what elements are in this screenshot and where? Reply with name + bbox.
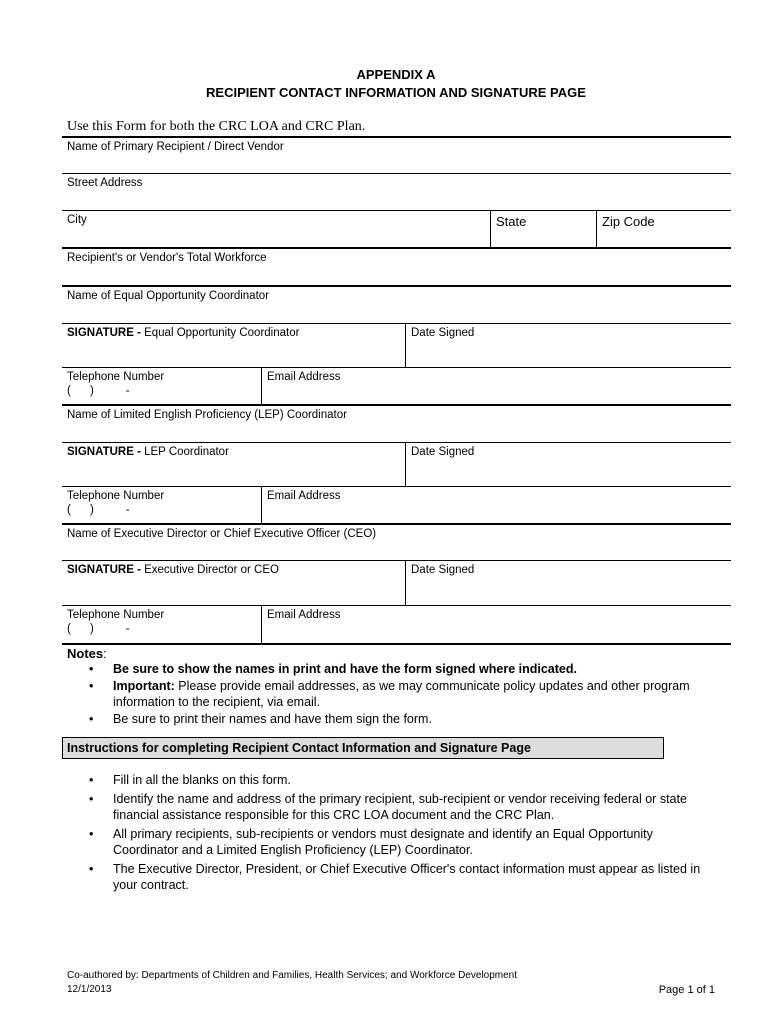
note-important-label: Important: [113,678,175,693]
eo-signature-field[interactable] [62,324,405,367]
eo-signature-label: Equal Opportunity Coordinator [144,327,300,339]
primary-recipient-field[interactable] [62,138,731,173]
ceo-name-label: Name of Executive Director or Chief Executive Officer (CEO) [67,528,377,540]
lep-signature-field[interactable] [62,443,405,486]
eo-name-row [62,287,731,324]
primary-recipient-row [62,136,731,174]
bullet-icon: • [89,791,94,806]
zip-code-field[interactable] [596,211,731,247]
lep-contact-row [62,487,731,525]
date-signed-label: Date Signed [411,446,475,458]
contact-form [62,136,731,645]
eo-email-field[interactable] [261,368,731,404]
telephone-label: Telephone Number [67,609,165,621]
note-text: Be sure to print their names and have them sign the form. [113,711,432,726]
bullet-icon: • [89,662,94,676]
lep-coordinator-name-field[interactable] [62,406,731,442]
appendix-title: APPENDIX A [356,67,436,82]
lep-email-field[interactable] [261,487,731,523]
lep-name-row [62,406,731,443]
note-text: Please provide email addresses, as we may communicate policy updates and other program information to the recipient, via email. [113,678,690,709]
instruction-text: Fill in all the blanks on this form. [113,773,291,787]
state-field[interactable] [490,211,596,247]
telephone-label: Telephone Number [67,490,165,502]
email-label: Email Address [267,371,341,383]
telephone-label: Telephone Number [67,371,165,383]
instruction-text: Identify the name and address of the primary recipient, sub-recipient or vendor receiving federal or state financial assistance responsible for this CRC LOA document and the CRC Plan. [113,791,687,822]
instructions-section [67,772,713,896]
instructions-list [67,772,713,894]
ceo-name-row [62,525,731,561]
signature-prefix: SIGNATURE - [67,564,145,576]
signature-prefix: SIGNATURE - [67,327,145,339]
date-signed-label: Date Signed [411,327,475,339]
lep-telephone-field[interactable] [62,487,261,523]
total-workforce-field[interactable] [62,249,731,285]
total-workforce-label: Recipient's or Vendor's Total Workforce [67,252,267,264]
lep-coordinator-name-label: Name of Limited English Proficiency (LEP) Coordinator [67,409,347,421]
instructions-header: Instructions for completing Recipient Contact Information and Signature Page [62,737,664,759]
street-address-label: Street Address [67,177,143,189]
eo-date-signed-field[interactable] [405,324,731,367]
list-item [67,772,713,789]
lep-date-signed-field[interactable] [405,443,731,486]
list-item [67,861,713,894]
phone-format: ( ) - [67,385,130,397]
state-label: State [496,214,527,229]
lep-signature-row [62,443,731,487]
ceo-signature-field[interactable] [62,561,405,605]
footer-date: 12/1/2013 [67,984,112,995]
bullet-icon: • [89,861,94,876]
eo-coordinator-name-label: Name of Equal Opportunity Coordinator [67,290,269,302]
bullet-icon: • [89,678,94,693]
phone-format: ( ) - [67,504,130,516]
list-item [67,661,713,678]
list-item [67,711,713,728]
email-label: Email Address [267,490,341,502]
list-item [67,826,713,859]
instruction-text: All primary recipients, sub-recipients or vendors must designate and identify an Equal Opportunity Coordinator and a Limited English Proficiency (LEP) Coordinator. [113,826,653,857]
footer [67,969,517,997]
street-row [62,174,731,211]
ceo-telephone-field[interactable] [62,606,261,643]
city-label: City [67,214,87,226]
page-title: RECIPIENT CONTACT INFORMATION AND SIGNATURE PAGE [206,85,586,100]
primary-recipient-label: Name of Primary Recipient / Direct Vendor [67,141,284,153]
eo-coordinator-name-field[interactable] [62,287,731,323]
notes-title: Notes [67,646,104,661]
ceo-name-field[interactable] [62,525,731,560]
city-state-zip-row [62,211,731,249]
page-number: Page 1 of 1 [658,984,715,996]
ceo-signature-label: Executive Director or CEO [144,564,279,576]
footer-authors: Co-authored by: Departments of Children and Families, Health Services; and Workforce Development [67,970,518,981]
ceo-date-signed-field[interactable] [405,561,731,605]
zip-code-label: Zip Code [602,214,655,229]
city-field[interactable] [62,211,490,247]
lep-signature-label: LEP Coordinator [144,446,229,458]
ceo-email-field[interactable] [261,606,731,643]
email-label: Email Address [267,609,341,621]
eo-telephone-field[interactable] [62,368,261,404]
bullet-icon: • [89,773,94,787]
intro-text: Use this Form for both the CRC LOA and CRC Plan. [67,119,366,134]
bullet-icon: • [89,711,94,726]
list-item [67,791,713,824]
ceo-signature-row [62,561,731,606]
ceo-contact-row [62,606,731,645]
phone-format: ( ) - [67,623,130,635]
instruction-text: The Executive Director, President, or Chief Executive Officer's contact information must appear as listed in your contract. [113,861,701,892]
notes-section [67,646,713,727]
notes-colon: : [103,647,107,661]
date-signed-label: Date Signed [411,564,475,576]
workforce-row [62,249,731,287]
street-address-field[interactable] [62,174,731,210]
notes-list [67,661,713,727]
bullet-icon: • [89,826,94,841]
signature-prefix: SIGNATURE - [67,446,145,458]
note-text: Be sure to show the names in print and have the form signed where indicated. [113,662,577,676]
list-item [67,678,713,711]
eo-signature-row [62,324,731,368]
eo-contact-row [62,368,731,406]
